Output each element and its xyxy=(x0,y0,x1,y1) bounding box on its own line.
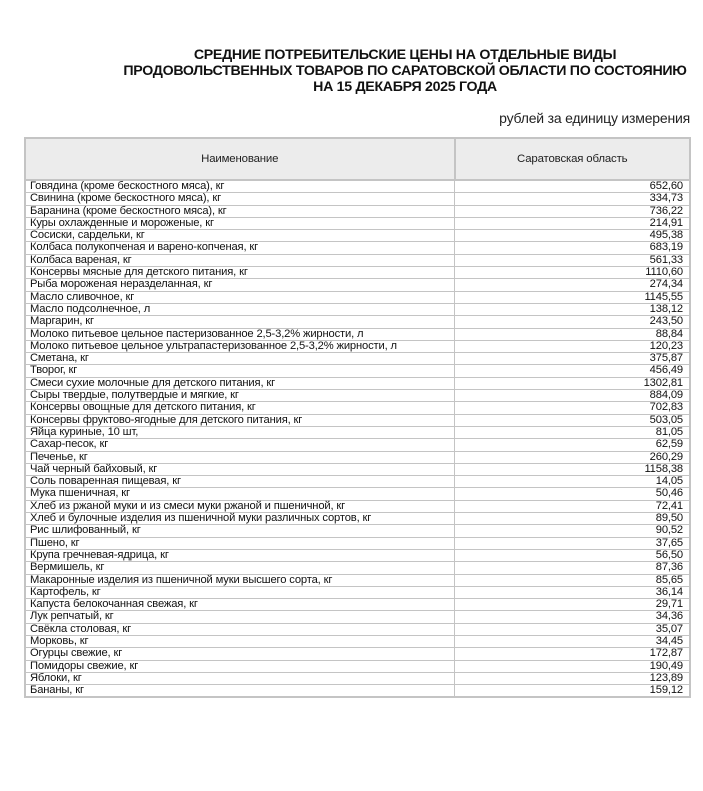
title-line-3: НА 15 ДЕКАБРЯ 2025 ГОДА xyxy=(313,79,497,95)
product-name-cell: Яблоки, кг xyxy=(25,672,455,684)
price-value-cell: 190,49 xyxy=(455,660,691,672)
product-name-cell: Лук репчатый, кг xyxy=(25,611,455,623)
price-value-cell: 1302,81 xyxy=(455,377,691,389)
product-name-cell: Говядина (кроме бескостного мяса), кг xyxy=(25,180,455,193)
product-name-cell: Яйца куриные, 10 шт, xyxy=(25,426,455,438)
table-row xyxy=(25,672,690,684)
product-name-cell: Смеси сухие молочные для детского питания, кг xyxy=(25,377,455,389)
price-value-cell: 172,87 xyxy=(455,648,691,660)
price-value-cell: 35,07 xyxy=(455,623,691,635)
price-value-cell: 81,05 xyxy=(455,426,691,438)
product-name-cell: Соль поваренная пищевая, кг xyxy=(25,476,455,488)
price-value-cell: 243,50 xyxy=(455,316,691,328)
table-row xyxy=(25,525,690,537)
price-value-cell: 334,73 xyxy=(455,193,691,205)
column-header-region: Саратовская область xyxy=(455,138,691,180)
table-row xyxy=(25,365,690,377)
units-note: рублей за единицу измерения xyxy=(499,110,690,126)
price-value-cell: 503,05 xyxy=(455,414,691,426)
table-row xyxy=(25,316,690,328)
product-name-cell: Хлеб и булочные изделия из пшеничной муки различных сортов, кг xyxy=(25,513,455,525)
price-value-cell: 90,52 xyxy=(455,525,691,537)
table-row xyxy=(25,426,690,438)
price-value-cell: 159,12 xyxy=(455,685,691,698)
table-row xyxy=(25,291,690,303)
table-row xyxy=(25,353,690,365)
product-name-cell: Консервы фруктово-ягодные для детского питания, кг xyxy=(25,414,455,426)
product-name-cell: Вермишель, кг xyxy=(25,562,455,574)
product-name-cell: Сахар-песок, кг xyxy=(25,439,455,451)
table-row xyxy=(25,402,690,414)
product-name-cell: Сыры твердые, полутвердые и мягкие, кг xyxy=(25,390,455,402)
price-value-cell: 260,29 xyxy=(455,451,691,463)
price-value-cell: 72,41 xyxy=(455,500,691,512)
price-value-cell: 456,49 xyxy=(455,365,691,377)
document-title xyxy=(60,47,703,95)
price-value-cell: 56,50 xyxy=(455,549,691,561)
table-row xyxy=(25,193,690,205)
price-value-cell: 495,38 xyxy=(455,230,691,242)
product-name-cell: Печенье, кг xyxy=(25,451,455,463)
price-value-cell: 652,60 xyxy=(455,180,691,193)
price-value-cell: 34,45 xyxy=(455,635,691,647)
product-name-cell: Свёкла столовая, кг xyxy=(25,623,455,635)
table-body xyxy=(25,180,690,697)
product-name-cell: Пшено, кг xyxy=(25,537,455,549)
product-name-cell: Колбаса вареная, кг xyxy=(25,254,455,266)
table-row xyxy=(25,377,690,389)
product-name-cell: Маргарин, кг xyxy=(25,316,455,328)
table-row xyxy=(25,513,690,525)
product-name-cell: Сосиски, сардельки, кг xyxy=(25,230,455,242)
title-line-1: СРЕДНИЕ ПОТРЕБИТЕЛЬСКИЕ ЦЕНЫ НА ОТДЕЛЬНЫЕ ВИДЫ xyxy=(193,47,617,63)
title-line-2: ПРОДОВОЛЬСТВЕННЫХ ТОВАРОВ ПО САРАТОВСКОЙ ОБЛАСТИ ПО СОСТОЯНИЮ xyxy=(123,63,687,79)
product-name-cell: Молоко питьевое цельное пастеризованное 2,5-3,2% жирности, л xyxy=(25,328,455,340)
price-value-cell: 87,36 xyxy=(455,562,691,574)
table-row xyxy=(25,303,690,315)
product-name-cell: Свинина (кроме бескостного мяса), кг xyxy=(25,193,455,205)
product-name-cell: Масло подсолнечное, л xyxy=(25,303,455,315)
price-value-cell: 375,87 xyxy=(455,353,691,365)
product-name-cell: Капуста белокочанная свежая, кг xyxy=(25,599,455,611)
table-row xyxy=(25,279,690,291)
product-name-cell: Хлеб из ржаной муки и из смеси муки ржаной и пшеничной, кг xyxy=(25,500,455,512)
table-row xyxy=(25,635,690,647)
price-value-cell: 1145,55 xyxy=(455,291,691,303)
price-value-cell: 37,65 xyxy=(455,537,691,549)
product-name-cell: Колбаса полукопченая и варено-копченая, кг xyxy=(25,242,455,254)
table-row xyxy=(25,586,690,598)
table-row xyxy=(25,660,690,672)
price-value-cell: 62,59 xyxy=(455,439,691,451)
table-row xyxy=(25,463,690,475)
table-row xyxy=(25,230,690,242)
table-row xyxy=(25,340,690,352)
price-value-cell: 85,65 xyxy=(455,574,691,586)
table-row xyxy=(25,537,690,549)
price-value-cell: 36,14 xyxy=(455,586,691,598)
table-row xyxy=(25,611,690,623)
product-name-cell: Сметана, кг xyxy=(25,353,455,365)
table-row xyxy=(25,488,690,500)
product-name-cell: Помидоры свежие, кг xyxy=(25,660,455,672)
price-value-cell: 884,09 xyxy=(455,390,691,402)
price-value-cell: 29,71 xyxy=(455,599,691,611)
table-row xyxy=(25,439,690,451)
product-name-cell: Макаронные изделия из пшеничной муки высшего сорта, кг xyxy=(25,574,455,586)
product-name-cell: Морковь, кг xyxy=(25,635,455,647)
price-value-cell: 683,19 xyxy=(455,242,691,254)
product-name-cell: Баранина (кроме бескостного мяса), кг xyxy=(25,205,455,217)
table-row xyxy=(25,267,690,279)
product-name-cell: Мука пшеничная, кг xyxy=(25,488,455,500)
table-row xyxy=(25,328,690,340)
price-value-cell: 702,83 xyxy=(455,402,691,414)
price-value-cell: 736,22 xyxy=(455,205,691,217)
price-value-cell: 561,33 xyxy=(455,254,691,266)
product-name-cell: Консервы мясные для детского питания, кг xyxy=(25,267,455,279)
price-value-cell: 50,46 xyxy=(455,488,691,500)
table-row xyxy=(25,242,690,254)
table-header-row xyxy=(25,138,690,180)
table-row xyxy=(25,574,690,586)
column-header-name: Наименование xyxy=(25,138,455,180)
price-value-cell: 138,12 xyxy=(455,303,691,315)
table-row xyxy=(25,599,690,611)
table-row xyxy=(25,205,690,217)
price-value-cell: 274,34 xyxy=(455,279,691,291)
price-value-cell: 123,89 xyxy=(455,672,691,684)
table-row xyxy=(25,562,690,574)
table-row xyxy=(25,623,690,635)
table-row xyxy=(25,217,690,229)
price-value-cell: 1110,60 xyxy=(455,267,691,279)
table-row xyxy=(25,180,690,193)
product-name-cell: Крупа гречневая-ядрица, кг xyxy=(25,549,455,561)
product-name-cell: Рис шлифованный, кг xyxy=(25,525,455,537)
price-value-cell: 1158,38 xyxy=(455,463,691,475)
table-row xyxy=(25,648,690,660)
table-row xyxy=(25,414,690,426)
product-name-cell: Бананы, кг xyxy=(25,685,455,698)
table-row xyxy=(25,451,690,463)
product-name-cell: Чай черный байховый, кг xyxy=(25,463,455,475)
price-value-cell: 120,23 xyxy=(455,340,691,352)
table-row xyxy=(25,549,690,561)
table-row xyxy=(25,476,690,488)
price-value-cell: 89,50 xyxy=(455,513,691,525)
table-row xyxy=(25,390,690,402)
price-value-cell: 214,91 xyxy=(455,217,691,229)
product-name-cell: Консервы овощные для детского питания, кг xyxy=(25,402,455,414)
product-name-cell: Огурцы свежие, кг xyxy=(25,648,455,660)
product-name-cell: Творог, кг xyxy=(25,365,455,377)
product-name-cell: Картофель, кг xyxy=(25,586,455,598)
product-name-cell: Масло сливочное, кг xyxy=(25,291,455,303)
product-name-cell: Куры охлажденные и мороженые, кг xyxy=(25,217,455,229)
price-value-cell: 88,84 xyxy=(455,328,691,340)
table-row xyxy=(25,685,690,698)
product-name-cell: Рыба мороженая неразделанная, кг xyxy=(25,279,455,291)
table-row xyxy=(25,254,690,266)
price-table xyxy=(24,137,691,698)
price-value-cell: 34,36 xyxy=(455,611,691,623)
product-name-cell: Молоко питьевое цельное ультрапастеризованное 2,5-3,2% жирности, л xyxy=(25,340,455,352)
price-value-cell: 14,05 xyxy=(455,476,691,488)
table-row xyxy=(25,500,690,512)
